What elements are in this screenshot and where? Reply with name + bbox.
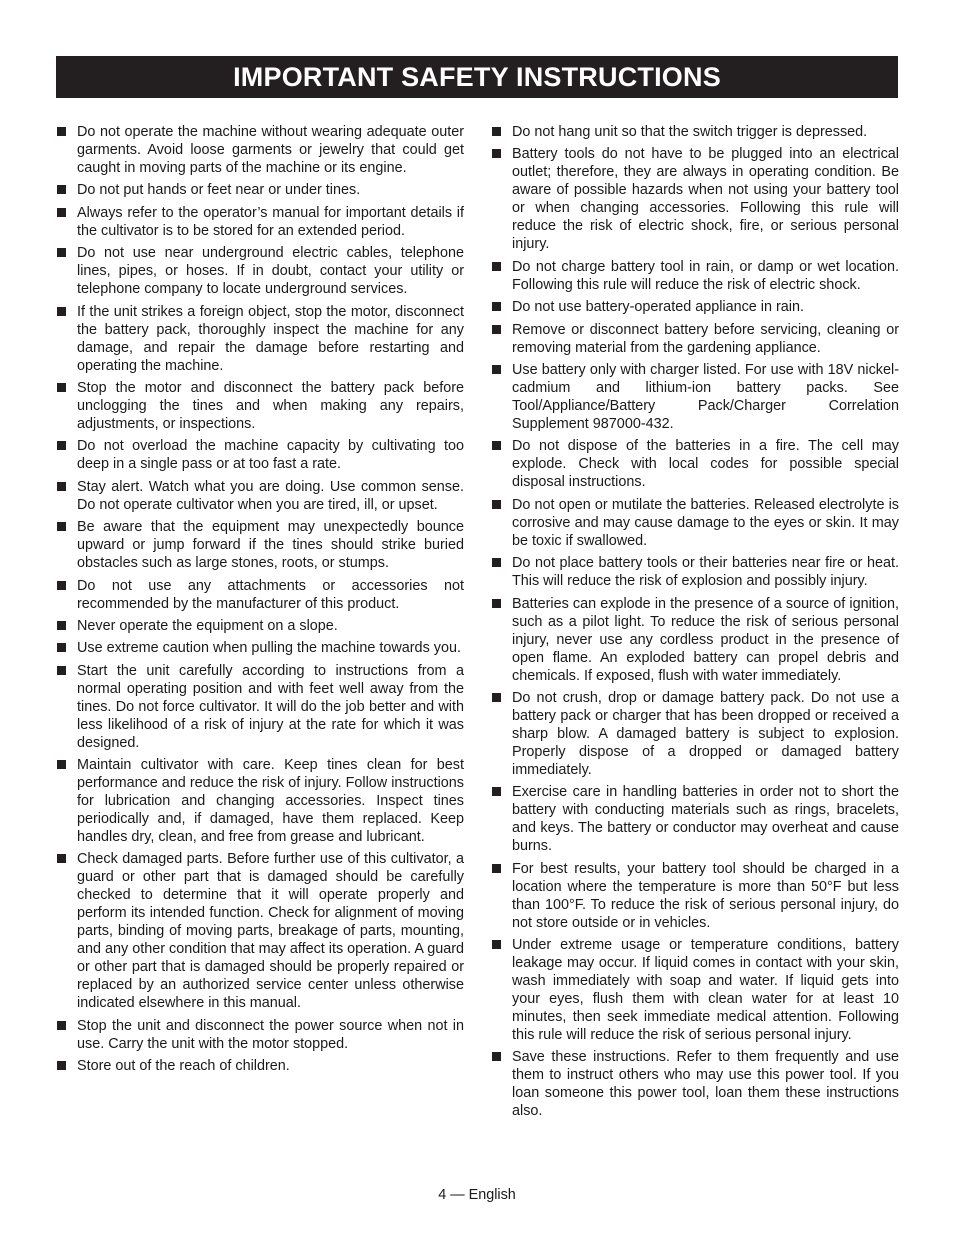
square-bullet-icon: [57, 760, 66, 769]
list-item: [54, 1017, 464, 1053]
square-bullet-icon: [492, 940, 501, 949]
square-bullet-icon: [492, 599, 501, 608]
right-column: [489, 123, 899, 1125]
list-item: [54, 639, 464, 657]
list-item-text: Under extreme usage or temperature conditions, battery leakage may occur. If liquid comes in contact with your skin, wash immediately with soap and water. If liquid gets into your eyes, flush them with clean water for at least 10 minutes, then seek immediate medical attention. Following this rule will reduce the risk of serious personal injury.: [512, 937, 899, 1044]
list-item-text: Do not put hands or feet near or under tines.: [77, 182, 361, 199]
list-item-text: Do not overload the machine capacity by cultivating too deep in a single pass or at too fast a rate.: [77, 438, 464, 473]
list-item: [54, 1057, 464, 1075]
list-item: [489, 321, 899, 357]
list-item-text: Stop the motor and disconnect the battery pack before unclogging the tines and when making any repairs, adjustments, or inspections.: [77, 379, 464, 432]
list-item: [54, 379, 464, 433]
list-item: [54, 756, 464, 846]
square-bullet-icon: [492, 365, 501, 374]
list-item-text: Do not use any attachments or accessories not recommended by the manufacturer of this product.: [77, 577, 464, 612]
list-item-text: Use extreme caution when pulling the machine towards you.: [77, 640, 461, 657]
square-bullet-icon: [57, 208, 66, 217]
square-bullet-icon: [57, 621, 66, 630]
square-bullet-icon: [492, 325, 501, 334]
list-item: [54, 478, 464, 514]
list-item: [489, 437, 899, 491]
list-item: [54, 662, 464, 752]
list-item-text: Do not charge battery tool in rain, or damp or wet location. Following this rule will reduce the risk of electric shock.: [512, 258, 899, 293]
square-bullet-icon: [492, 441, 501, 450]
list-item: [489, 554, 899, 590]
list-item-text: Exercise care in handling batteries in order not to short the battery with conducting materials such as rings, bracelets, and keys. The battery or conductor may overheat and cause burns.: [512, 784, 899, 855]
list-item-text: Do not open or mutilate the batteries. Released electrolyte is corrosive and may cause damage to the eyes or skin. It may be toxic if swallowed.: [512, 496, 899, 549]
list-item: [54, 518, 464, 572]
list-item: [54, 181, 464, 199]
square-bullet-icon: [57, 307, 66, 316]
list-item-text: Do not use near underground electric cables, telephone lines, pipes, or hoses. If in doubt, contact your utility or telephone company to locate underground services.: [77, 245, 464, 298]
left-column: [54, 123, 464, 1080]
list-item-text: Save these instructions. Refer to them frequently and use them to instruct others who may use this power tool. If you loan someone this power tool, loan them these instructions also.: [512, 1049, 899, 1120]
list-item: [489, 258, 899, 294]
list-item-text: Do not dispose of the batteries in a fire. The cell may explode. Check with local codes for possible special disposal instructions.: [512, 438, 899, 491]
list-item: [489, 123, 899, 141]
list-item-text: Remove or disconnect battery before servicing, cleaning or removing material from the gardening appliance.: [512, 321, 899, 356]
list-item: [489, 496, 899, 550]
list-item-text: Stay alert. Watch what you are doing. Use common sense. Do not operate cultivator when you are tired, ill, or upset.: [77, 478, 464, 513]
square-bullet-icon: [57, 643, 66, 652]
square-bullet-icon: [57, 581, 66, 590]
square-bullet-icon: [492, 127, 501, 136]
square-bullet-icon: [57, 854, 66, 863]
list-item: [489, 783, 899, 855]
list-item-text: Do not crush, drop or damage battery pack. Do not use a battery pack or charger that has been dropped or received a sharp blow. A damaged battery is subject to explosion. Properly dispose of a dropped or damaged battery immediately.: [512, 689, 899, 778]
list-item: [489, 298, 899, 316]
square-bullet-icon: [57, 248, 66, 257]
square-bullet-icon: [492, 558, 501, 567]
list-item-text: Stop the unit and disconnect the power source when not in use. Carry the unit with the motor stopped.: [77, 1017, 464, 1052]
page-footer: 4 — English: [438, 1187, 516, 1203]
square-bullet-icon: [492, 787, 501, 796]
square-bullet-icon: [57, 1061, 66, 1070]
list-item-text: Check damaged parts. Before further use of this cultivator, a guard or other part that is damaged should be carefully checked to determine that it will operate properly and perform its intended function. Check for alignment of moving parts, binding of moving parts, breakage of parts, mounting, and any other condition that may affect its operation. A guard or other part that is damaged should be properly repaired or replaced by an authorized service center unless otherwise indicated elsewhere in this manual.: [77, 851, 464, 1012]
list-item: [54, 303, 464, 375]
list-item-text: Do not place battery tools or their batteries near fire or heat. This will reduce the risk of explosion and possibly injury.: [512, 555, 899, 590]
square-bullet-icon: [492, 864, 501, 873]
list-item-text: Do not hang unit so that the switch trigger is depressed.: [512, 124, 868, 140]
list-item: [54, 244, 464, 298]
list-item: [489, 936, 899, 1044]
square-bullet-icon: [57, 383, 66, 392]
list-item: [54, 437, 464, 473]
list-item-text: Start the unit carefully according to instructions from a normal operating position and with feet well away from the tines. Do not force cultivator. It will do the job better and with less likelihood of a risk of injury at the rate for which it was designed.: [77, 662, 464, 751]
list-item-text: Store out of the reach of children.: [77, 1058, 290, 1075]
list-item-text: Use battery only with charger listed. For use with 18V nickel-cadmium and lithium-ion battery packs. See Tool/Appliance/Battery Pack/Charger Correlation Supplement 987000-432.: [512, 361, 899, 432]
list-item-text: Do not use battery-operated appliance in rain.: [512, 299, 804, 316]
square-bullet-icon: [492, 262, 501, 271]
list-item: [489, 860, 899, 932]
square-bullet-icon: [57, 185, 66, 194]
list-item: [489, 595, 899, 685]
list-item: [489, 689, 899, 779]
list-item-text: Be aware that the equipment may unexpectedly bounce upward or jump forward if the tines should strike buried obstacles such as large stones, roots, or stumps.: [77, 519, 464, 572]
list-item-text: Do not operate the machine without wearing adequate outer garments. Avoid loose garments or jewelry that could get caught in moving parts of the machine or its engine.: [77, 124, 464, 176]
list-item: [54, 617, 464, 635]
list-item-text: Maintain cultivator with care. Keep tines clean for best performance and reduce the risk of injury. Follow instructions for lubrication and changing accessories. Inspect tines periodically and, if damaged, have them replaced. Keep handles dry, clean, and free from grease and lubricant.: [77, 757, 464, 846]
list-item: [54, 204, 464, 240]
square-bullet-icon: [57, 441, 66, 450]
list-item-text: Always refer to the operator’s manual for important details if the cultivator is to be stored for an extended period.: [77, 204, 464, 239]
left-instruction-list: [54, 123, 464, 1075]
list-item: [489, 361, 899, 433]
page-title: IMPORTANT SAFETY INSTRUCTIONS: [56, 56, 898, 98]
square-bullet-icon: [492, 302, 501, 311]
list-item: [489, 1048, 899, 1120]
list-item-text: If the unit strikes a foreign object, stop the motor, disconnect the battery pack, thoroughly inspect the machine for any damage, and repair the damage before restarting and operating the machine.: [77, 303, 464, 374]
square-bullet-icon: [492, 500, 501, 509]
square-bullet-icon: [57, 127, 66, 136]
list-item: [489, 145, 899, 253]
list-item-text: Battery tools do not have to be plugged into an electrical outlet; therefore, they are always in operating condition. Be aware of possible hazards when not using your battery tool or when changing accessories. Following this rule will reduce the risk of electric shock, fire, or serious personal injury.: [512, 146, 899, 253]
right-instruction-list: [489, 123, 899, 1120]
square-bullet-icon: [492, 693, 501, 702]
list-item: [54, 123, 464, 177]
square-bullet-icon: [57, 482, 66, 491]
list-item: [54, 577, 464, 613]
square-bullet-icon: [492, 149, 501, 158]
square-bullet-icon: [57, 1021, 66, 1030]
list-item: [54, 850, 464, 1012]
list-item-text: For best results, your battery tool should be charged in a location where the temperature is more than 50°F but less than 100°F. To reduce the risk of serious personal injury, do not store outside or in vehicles.: [512, 860, 899, 931]
square-bullet-icon: [492, 1052, 501, 1061]
list-item-text: Never operate the equipment on a slope.: [77, 617, 338, 634]
square-bullet-icon: [57, 522, 66, 531]
square-bullet-icon: [57, 666, 66, 675]
list-item-text: Batteries can explode in the presence of a source of ignition, such as a pilot light. To reduce the risk of serious personal injury, never use any cordless product in the presence of open flame. An exploded battery can propel debris and chemicals. If exposed, flush with water immediately.: [512, 595, 899, 684]
